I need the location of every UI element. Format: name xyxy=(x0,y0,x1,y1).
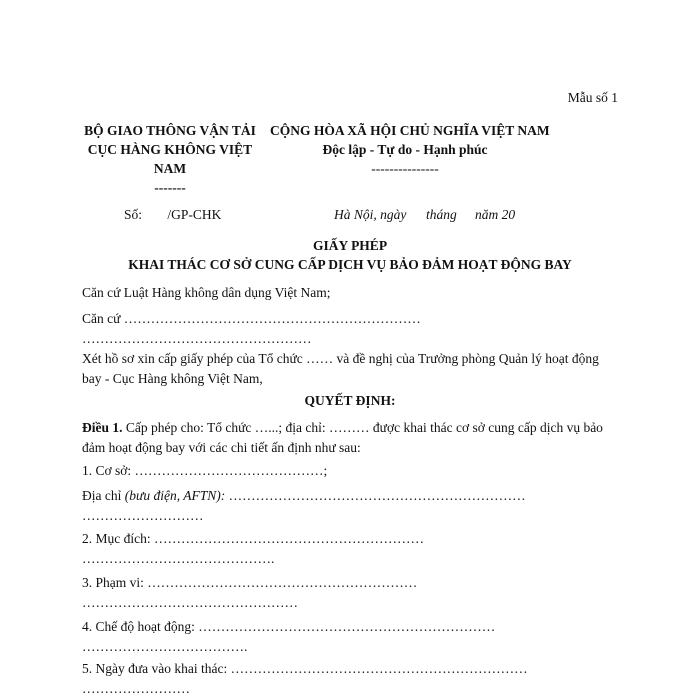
address-dots: ………………………………………………………… xyxy=(225,488,526,503)
number-value: /GP-CHK xyxy=(167,207,222,222)
form-number: Mẫu số 1 xyxy=(567,90,618,105)
item-operating-mode: 4. Chế độ hoạt động: ………………………………………………………… ………………………………. xyxy=(82,617,622,657)
item-facility: 1. Cơ sở: ……………………………………; xyxy=(82,463,328,478)
item-scope: 3. Phạm vi: …………………………………………………… ………………………………………… xyxy=(82,573,622,613)
left-header-divider: ------- xyxy=(154,180,186,195)
preamble-review xyxy=(82,349,622,389)
country-name: CỘNG HÒA XÃ HỘI CHỦ NGHĨA VIỆT NAM xyxy=(270,123,550,138)
item-operation-date: 5. Ngày đưa vào khai thác: ………………………………………………………… …………………… xyxy=(82,659,622,699)
decision-heading: QUYẾT ĐỊNH: xyxy=(304,393,396,408)
issuing-authority-header xyxy=(70,121,270,197)
article-1-text: Cấp phép cho: Tổ chức …...; địa chỉ: ……… được khai thác cơ sở cung cấp dịch vụ bảo xyxy=(122,420,603,435)
date-year: năm 20 xyxy=(475,207,516,222)
preamble-law: Căn cứ Luật Hàng không dân dụng Việt Nam; xyxy=(82,285,331,300)
preamble-basis-line1: Căn cứ ………………………………………………………… xyxy=(82,311,421,326)
item-scope-cont: ………………………………………… xyxy=(82,595,298,610)
article-1-label: Điều 1. xyxy=(82,420,123,435)
address-type: (bưu điện, AFTN): xyxy=(124,488,226,503)
number-label: Số: xyxy=(124,207,143,222)
agency-name-cont: NAM xyxy=(153,161,187,176)
ministry-name: BỘ GIAO THÔNG VẬN TẢI xyxy=(84,123,256,138)
document-subtitle: KHAI THÁC CƠ SỞ CUNG CẤP DỊCH VỤ BẢO ĐẢM HOẠT ĐỘNG BAY xyxy=(128,257,572,272)
preamble-basis xyxy=(82,309,622,349)
national-motto: Độc lập - Tự do - Hạnh phúc xyxy=(322,142,488,157)
item-purpose-cont: ……………………………………. xyxy=(82,551,275,566)
preamble-basis-line2: …………………………………………… xyxy=(82,331,312,346)
item-operation-date-cont: …………………… xyxy=(82,681,190,696)
date-month: tháng xyxy=(426,207,457,222)
national-header xyxy=(270,121,550,178)
address-dots-cont: ……………………… xyxy=(82,508,204,523)
article-1 xyxy=(82,418,622,458)
preamble-review-line2: bay - Cục Hàng không Việt Nam, xyxy=(82,371,263,386)
article-1-text-cont: đảm hoạt động bay với các chi tiết ấn định như sau: xyxy=(82,440,361,455)
address-label: Địa chỉ xyxy=(82,488,125,503)
item-operating-mode-cont: ………………………………. xyxy=(82,639,248,654)
item-purpose: 2. Mục đích: …………………………………………………… ……………………………………. xyxy=(82,529,622,569)
preamble-review-line1: Xét hồ sơ xin cấp giấy phép của Tổ chức …… và đề nghị của Trưởng phòng Quản lý hoạt động xyxy=(82,351,599,366)
document-title: GIẤY PHÉP xyxy=(312,238,388,253)
document-number xyxy=(124,207,221,224)
date-place: Hà Nội, ngày xyxy=(334,207,407,222)
right-header-divider: --------------- xyxy=(371,161,439,176)
item-address xyxy=(82,486,622,526)
agency-name: CỤC HÀNG KHÔNG VIỆT xyxy=(87,142,253,157)
